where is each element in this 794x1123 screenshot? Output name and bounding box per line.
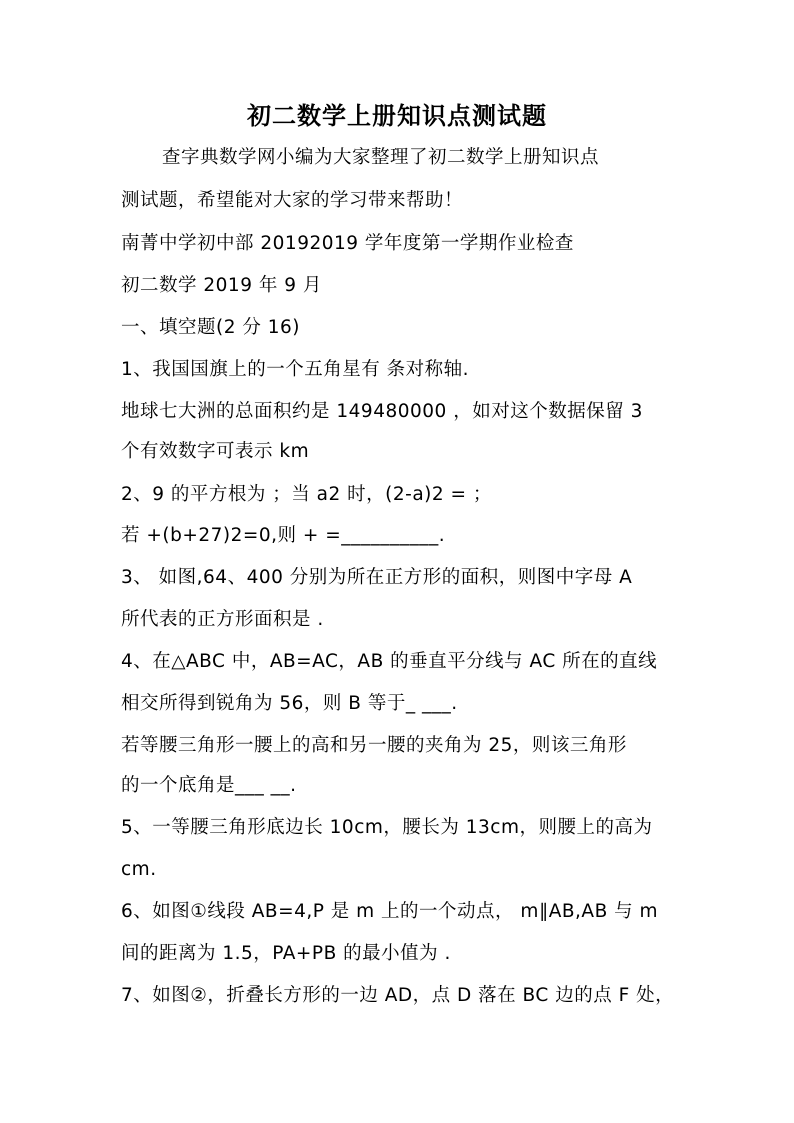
question-line: 2、9 的平方根为 ；当 a2 时，(2-a)2 = ； bbox=[121, 484, 492, 505]
paragraph-line: 测试题，希望能对大家的学习带来帮助！ bbox=[121, 190, 464, 211]
page-title: 初二数学上册知识点测试题 bbox=[247, 101, 547, 130]
section-heading: 一、填空题(2 分 16) bbox=[121, 317, 301, 338]
question-line: 1、我国国旗上的一个五角星有 条对称轴. bbox=[121, 359, 470, 380]
paragraph-line: 查字典数学网小编为大家整理了初二数学上册知识点 bbox=[162, 147, 600, 168]
question-line: 的一个底角是___ __. bbox=[121, 775, 297, 796]
question-line: 所代表的正方形面积是 . bbox=[121, 609, 324, 630]
question-line: 7、如图②，折叠长方形的一边 AD，点 D 落在 BC 边的点 F 处， bbox=[121, 985, 675, 1006]
question-line: 相交所得到锐角为 56，则 B 等于_ ___. bbox=[121, 693, 458, 714]
question-line: 地球七大洲的总面积约是 149480000 ，如对这个数据保留 3 bbox=[121, 401, 643, 422]
question-line: 若等腰三角形一腰上的高和另一腰的夹角为 25，则该三角形 bbox=[121, 735, 627, 756]
question-line: 间的距离为 1.5，PA+PB 的最小值为 . bbox=[121, 943, 451, 964]
question-line: 个有效数字可表示 km bbox=[121, 441, 310, 462]
question-line: cm. bbox=[121, 859, 157, 880]
question-line: 6、如图①线段 AB=4,P 是 m 上的一个动点， m∥AB,AB 与 m bbox=[121, 901, 659, 922]
question-line: 若 +(b+27)2=0,则 + =__________. bbox=[121, 525, 446, 546]
question-line: 5、一等腰三角形底边长 10cm，腰长为 13cm，则腰上的高为 bbox=[121, 817, 653, 838]
question-line: 4、在△ABC 中，AB=AC，AB 的垂直平分线与 AC 所在的直线 bbox=[121, 651, 658, 672]
paragraph-line: 南菁中学初中部 20192019 学年度第一学期作业检查 bbox=[121, 233, 574, 254]
paragraph-line: 初二数学 2019 年 9 月 bbox=[121, 275, 322, 296]
question-line: 3、 如图,64、400 分别为所在正方形的面积，则图中字母 A bbox=[121, 567, 633, 588]
